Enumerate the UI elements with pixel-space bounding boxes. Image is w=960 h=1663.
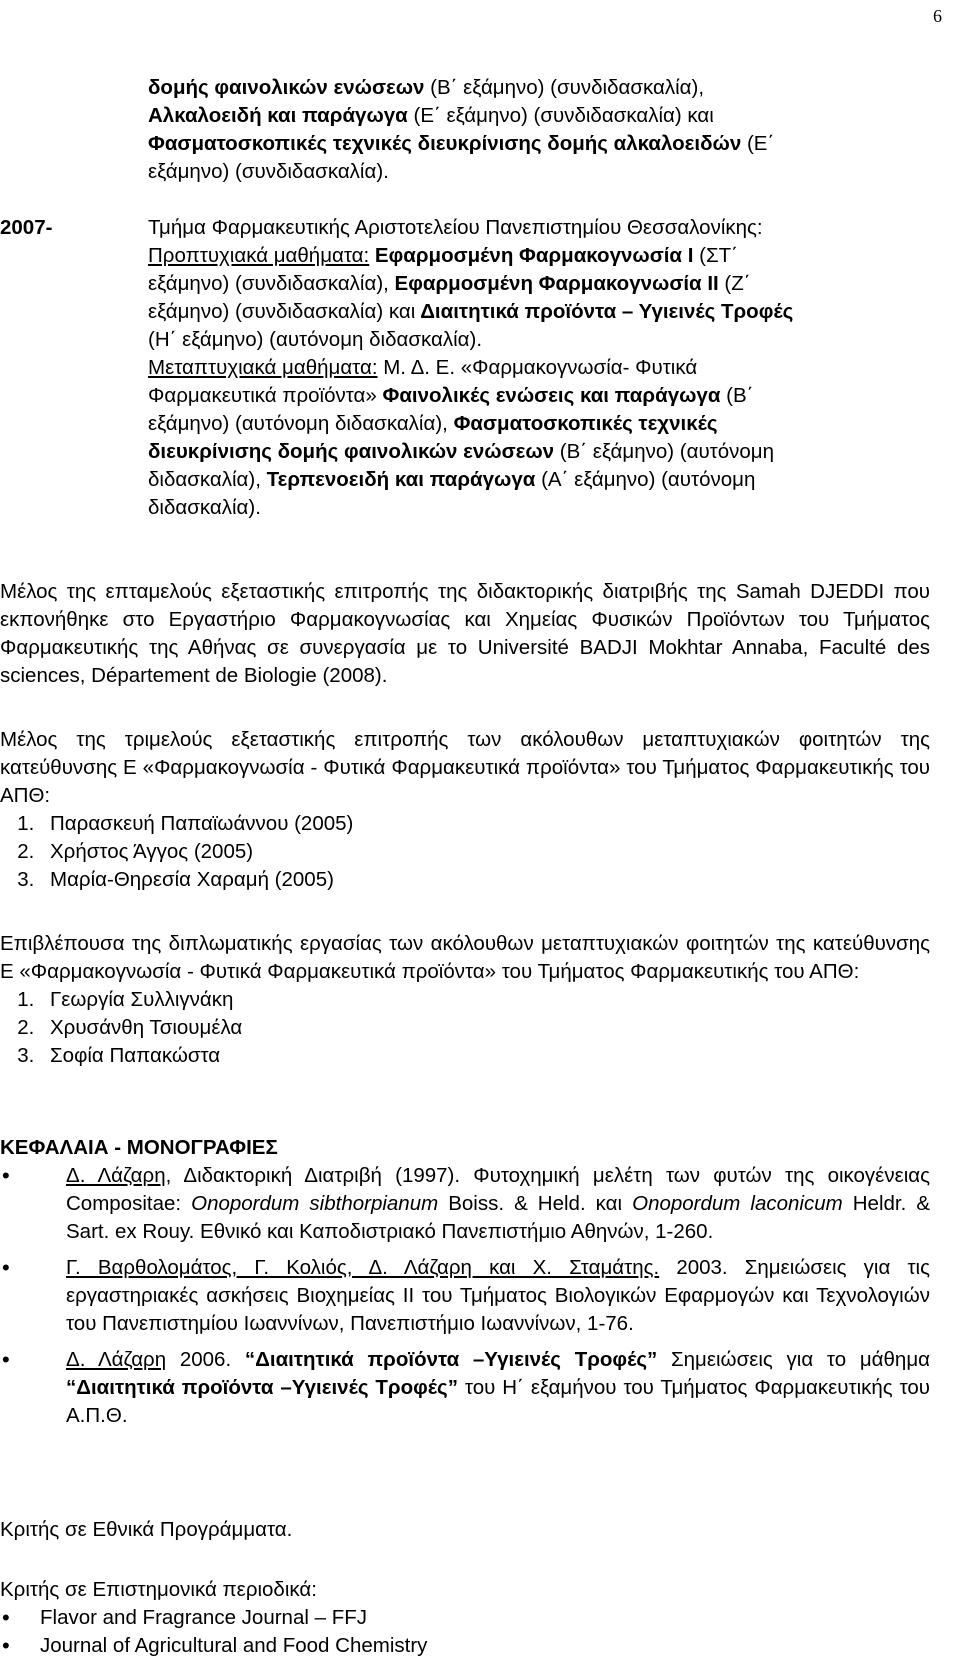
publication-item — [0, 1254, 930, 1338]
page-number: 6 — [933, 6, 942, 26]
species-name: Onopordum sibthorpianum — [191, 1192, 439, 1215]
reviewer-journals-paragraph: Κριτής σε Επιστημονικά περιοδικά: — [0, 1578, 317, 1601]
pub-text: , Διδακτορική Διατριβή (1997). Φυτοχημική μελέτη των φυτών της οικογένειας Compositae: — [66, 1164, 930, 1215]
pub-text: Heldr. & Sart. ex Rouy. Εθνικό και Καποδιστριακό Πανεπιστήμιο Αθηνών, 1-260. — [66, 1192, 931, 1243]
course-name: Εφαρμοσμένη Φαρμακογνωσία Ι — [369, 244, 694, 267]
journal-item: • Flavor and Fragrance Journal – FFJ — [0, 1604, 930, 1632]
journals-list — [0, 1604, 930, 1660]
pub-author: Δ. Λάζαρη — [66, 1164, 166, 1187]
program-name: Φαρμακευτικά προϊόντα» — [148, 384, 377, 407]
entry-year: 2007- — [0, 216, 53, 239]
course-detail: εξάμηνο) (συνδιδασκαλία). — [148, 160, 389, 183]
course-detail: (Ε΄ — [741, 132, 775, 155]
msc-students-list — [0, 810, 930, 894]
course-name: Φασματοσκοπικές τεχνικές — [447, 412, 718, 435]
pub-author: Γ. Βαρθολομάτος, Γ. Κολιός, Δ. Λάζαρη και Χ. Σταμάτης. — [66, 1256, 660, 1279]
reviewer-national-paragraph: Κριτής σε Εθνικά Προγράμματα. — [0, 1518, 293, 1541]
pub-text: 2006. — [166, 1348, 245, 1371]
journal-item: • Journal of Agricultural and Food Chemistry — [0, 1632, 930, 1660]
course-detail: (Η΄ εξάμηνο) (αυτόνομη διδασκαλία). — [148, 328, 483, 351]
program-name: Μ. Δ. Ε. «Φαρμακογνωσία- Φυτικά — [377, 356, 698, 379]
pub-title: “Διαιτητικά προϊόντα –Υγιεινές Τροφές” — [66, 1376, 458, 1399]
course-detail: (Ζ΄ — [718, 272, 751, 295]
examiner-phd-paragraph: Μέλος της επταμελούς εξεταστικής επιτροπής της διδακτορικής διατριβής της Samah DJEDDI που εκπονήθηκε στο Εργαστήριο Φαρμακογνωσίας και Χημείας Φυσικών Προϊόντων του Τμήματος Φαρμακευτικής της Αθήνας σε συνεργασία με το Université BADJI Mokhtar Annaba, Faculté des sciences, Département de Biologie (2008). — [0, 580, 930, 687]
pub-title: “Διαιτητικά προϊόντα –Υγιεινές Τροφές” — [244, 1348, 658, 1371]
department-line: Τμήμα Φαρμακευτικής Αριστοτελείου Πανεπιστημίου Θεσσαλονίκης: — [148, 216, 763, 239]
publication-item — [0, 1162, 930, 1246]
section-heading: ΚΕΦΑΛΑΙΑ - ΜΟΝΟΓΡΑΦΙΕΣ — [0, 1136, 278, 1159]
pub-author: Δ. Λάζαρη — [66, 1348, 167, 1371]
list-item: 1. Γεωργία Συλλιγνάκη — [40, 986, 930, 1014]
course-detail: (Β΄ εξάμηνο) (αυτόνομη — [554, 440, 775, 463]
course-name: δομής φαινολικών ενώσεων — [148, 76, 425, 99]
pub-text: του Η΄ εξαμήνου του Τμήματος Φαρμακευτικής του Α.Π.Θ. — [66, 1376, 931, 1427]
undergrad-label: Προπτυχιακά μαθήματα: — [148, 244, 370, 267]
supervised-students-list — [0, 986, 930, 1070]
supervisor-paragraph: Επιβλέπουσα της διπλωματικής εργασίας των ακόλουθων μεταπτυχιακών φοιτητών της κατεύθυνσης Ε «Φαρμακογνωσία - Φυτικά Φαρμακευτικά προϊόντα» του Τμήματος Φαρμακευτικής του ΑΠΘ: — [0, 932, 930, 983]
examiner-msc-paragraph: Μέλος της τριμελούς εξεταστικής επιτροπής των ακόλουθων μεταπτυχιακών φοιτητών της κατεύθυνσης Ε «Φαρμακογνωσία - Φυτικά Φαρμακευτικά προϊόντα» του Τμήματος Φαρμακευτικής του ΑΠΘ: — [0, 728, 930, 807]
course-detail: διδασκαλία). — [148, 496, 261, 519]
postgrad-label: Μεταπτυχιακά μαθήματα: — [148, 356, 378, 379]
course-detail: (ΣΤ΄ — [693, 244, 738, 267]
pub-text: Σημειώσεις για το μάθημα — [657, 1348, 930, 1371]
list-item: 3. Σοφία Παπακώστα — [40, 1042, 930, 1070]
top-teaching-block — [148, 74, 908, 186]
publication-item — [0, 1346, 930, 1430]
course-detail: (Β΄ — [720, 384, 754, 407]
supervisor-section — [0, 930, 930, 1070]
course-name: διευκρίνισης δομής φαινολικών ενώσεων — [148, 440, 555, 463]
course-detail: εξάμηνο) (συνδιδασκαλία) και — [148, 300, 416, 323]
course-detail: (Α΄ εξάμηνο) (αυτόνομη — [535, 468, 756, 491]
course-name: Διαιτητικά προϊόντα – Υγιεινές Τροφές — [415, 300, 794, 323]
course-detail: εξάμηνο) (συνδιδασκαλία), — [148, 272, 389, 295]
publications-list — [0, 1162, 930, 1430]
list-item: 3. Μαρία-Θηρεσία Χαραμή (2005) — [40, 866, 930, 894]
pub-text: 2003. Σημειώσεις για τις εργαστηριακές ασκήσεις Βιοχημείας ΙΙ του Τμήματος Βιολογικών Εφαρμογών και Τεχνολογιών του Πανεπιστημίου Ιωαννίνων, Πανεπιστήμιο Ιωαννίνων, 1-76. — [66, 1256, 930, 1335]
pub-text: Boiss. & Held. και — [438, 1192, 633, 1215]
course-name: Εφαρμοσμένη Φαρμακογνωσία ΙΙ — [388, 272, 719, 295]
course-detail: διδασκαλία), — [148, 468, 261, 491]
species-name: Onopordum laconicum — [632, 1192, 843, 1215]
course-detail: (Β΄ εξάμηνο) (συνδιδασκαλία), — [424, 76, 705, 99]
course-name: Αλκαλοειδή και παράγωγα — [148, 104, 408, 127]
course-name: Φαινολικές ενώσεις και παράγωγα — [376, 384, 721, 407]
examiner-msc-section — [0, 726, 930, 894]
entry-2007-block — [148, 214, 908, 522]
course-name: Φασματοσκοπικές τεχνικές διευκρίνισης δομής αλκαλοειδών — [148, 132, 742, 155]
course-detail: (Ε΄ εξάμηνο) (συνδιδασκαλία) και — [407, 104, 714, 127]
course-detail: εξάμηνο) (αυτόνομη διδασκαλία), — [148, 412, 448, 435]
course-name: Τερπενοειδή και παράγωγα — [260, 468, 536, 491]
list-item: 1. Παρασκευή Παπαϊωάννου (2005) — [40, 810, 930, 838]
list-item: 2. Χρυσάνθη Τσιουμέλα — [40, 1014, 930, 1042]
list-item: 2. Χρήστος Άγγος (2005) — [40, 838, 930, 866]
